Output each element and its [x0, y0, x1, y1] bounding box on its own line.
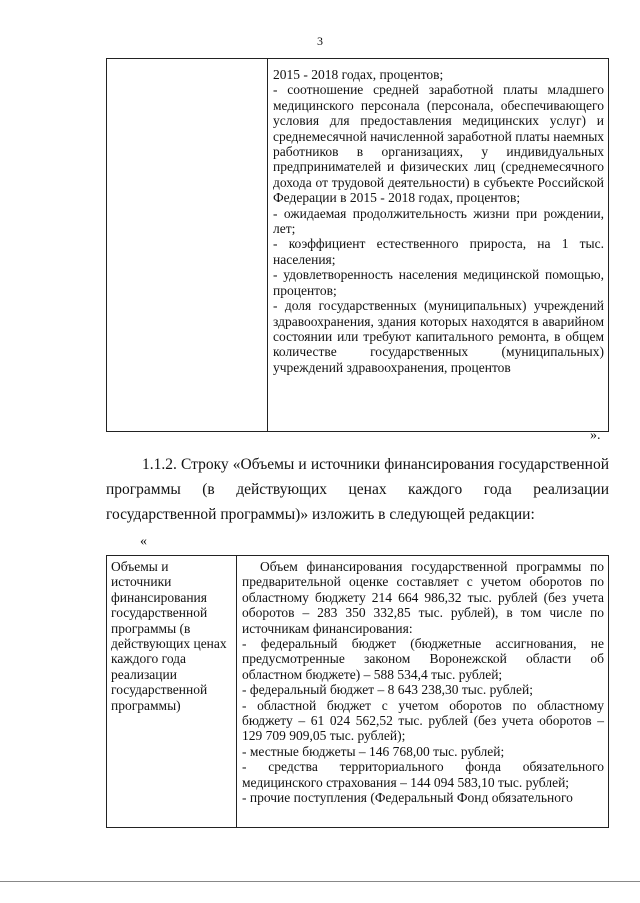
opening-quote: « — [140, 534, 147, 549]
financing-text-cell — [237, 556, 609, 828]
financing-item: - областной бюджет с учетом оборотов по областному бюджету – 61 024 562,52 тыс. рублей (без учета оборотов – 129 709 909,05 тыс. рублей); — [242, 697, 604, 744]
amendment-paragraph: 1.1.2. Строку «Объемы и источники финансирования государственной программы (в действующих ценах каждого года реализации государственной программы)» изложить в следующей редакции: — [106, 456, 609, 523]
indicator-item: - удовлетворенность населения медицинской помощью, процентов; — [273, 267, 604, 298]
indicators-list-cell — [268, 59, 609, 432]
financing-item: - федеральный бюджет (бюджетные ассигнования, не предусмотренные законом Воронежской области об областном бюджете) – 588 534,4 тыс. рублей; — [242, 636, 604, 682]
financing-table — [106, 555, 609, 828]
financing-item: - прочие поступления (Федеральный Фонд обязательного — [242, 790, 573, 806]
closing-quote: ». — [590, 428, 601, 443]
financing-label-cell — [107, 556, 237, 828]
indicators-label-cell — [107, 59, 268, 432]
indicator-item: 2015 - 2018 годах, процентов; — [273, 67, 444, 82]
indicator-item: - доля государственных (муниципальных) учреждений здравоохранения, здания которых находятся в аварийном состоянии или требуют капитального ремонта, в общем количестве государственных (муниципальных) учреждений здравоохранения, процентов — [273, 298, 604, 375]
indicator-item: - коэффициент естественного прироста, на 1 тыс. населения; — [273, 236, 604, 267]
indicator-item: - соотношение средней заработной платы младшего медицинского персонала (персонала, обеспечивающего условия для предоставления медицинских услуг) и среднемесячной начисленной заработной платы наемных работников в организациях, у индивидуальных предпринимателей и физических лиц (среднемесячного дохода от трудовой деятельности) в субъекте Российской Федерации в 2015 - 2018 годах, процентов; — [273, 82, 605, 206]
page-number: 3 — [317, 34, 323, 48]
financing-item: - местные бюджеты – 146 768,00 тыс. рублей; — [242, 743, 505, 759]
financing-item: - федеральный бюджет – 8 643 238,30 тыс. рублей; — [242, 682, 533, 698]
page-bottom-edge — [0, 881, 640, 882]
financing-label: Объемы и источники финансирования государственной программы (в действующих ценах каждого года реализации государственной программы) — [111, 559, 227, 713]
financing-item: - средства территориального фонда обязательного медицинского страхования – 144 094 583,10 тыс. рублей; — [242, 759, 604, 790]
financing-item: Объем финансирования государственной программы по предварительной оценке составляет с учетом оборотов по областному бюджету 214 664 986,32 тыс. рублей (без учета оборотов – 283 350 332,85 тыс. рублей), в том числе по источникам финансирования: — [242, 559, 604, 636]
indicator-item: - ожидаемая продолжительность жизни при рождении, лет; — [273, 205, 604, 237]
indicators-table — [106, 58, 609, 432]
